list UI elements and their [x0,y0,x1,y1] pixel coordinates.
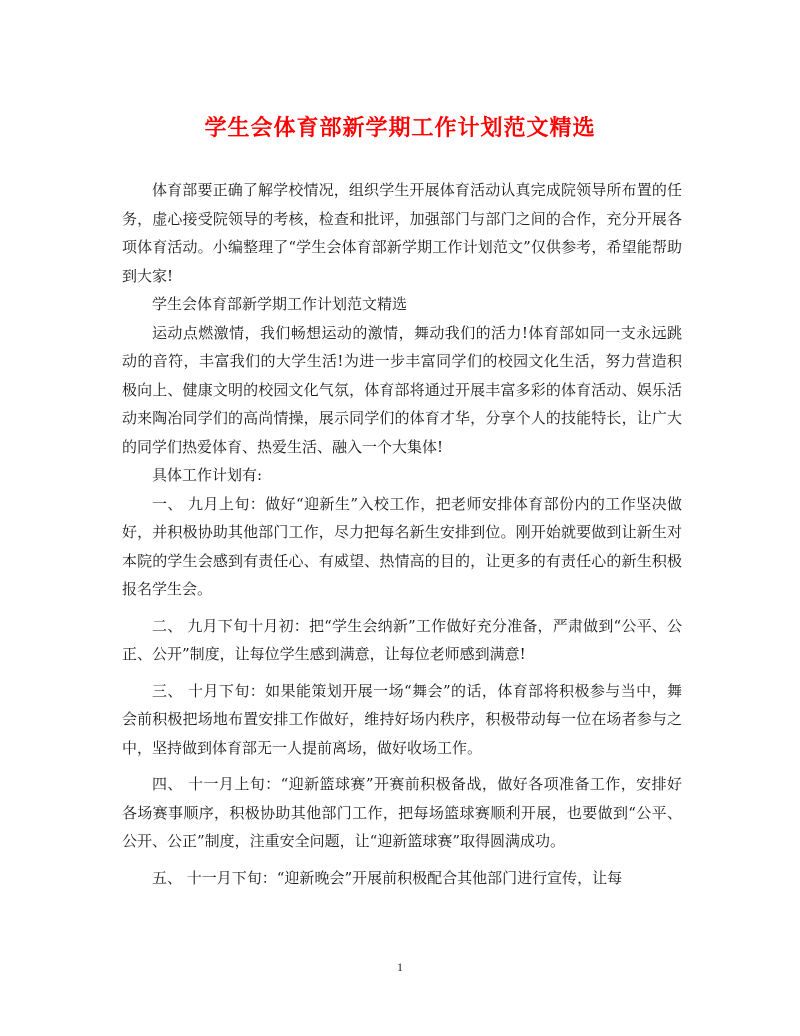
paragraph-subtitle: 学生会体育部新学期工作计划范文精选 [152,295,408,313]
page-number: 1 [397,960,403,974]
paragraph-item-1: 一、 九月上旬：做好“迎新生”入校工作，把老师安排体育部份内的工作坚决做好，并积极协助其他部门工作，尽力把每名新生安排到位。刚开始就要做到让新生对本院的学生会感到有责任心、有威望、热情高的目的，让更多的有责任心的新生积极报名学生会。 [122,494,682,598]
paragraph-intro: 体育部要正确了解学校情况，组织学生开展体育活动认真完成院领导所布置的任务，虚心接受院领导的考核，检查和批评，加强部门与部门之间的合作，充分开展各项体育活动。小编整理了“学生会体育部新学期工作计划范文”仅供参考，希望能帮助到大家! [122,181,682,285]
paragraph-item-2: 二、 九月下旬十月初：把“学生会纳新”工作做好充分准备，严肃做到“公平、公正、公开”制度，让每位学生感到满意，让每位老师感到满意! [122,616,682,663]
paragraph-item-5: 五、 十一月下旬：“迎新晚会”开展前积极配合其他部门进行宣传，让每 [152,868,623,887]
paragraph-item-3: 三、 十月下旬：如果能策划开展一场“舞会”的话，体育部将积极参与当中，舞会前积极把场地布置安排工作做好，维持好场内秩序，积极带动每一位在场者参与之中，坚持做到体育部无一人提前离场，做好收场工作。 [122,681,682,757]
document-title: 学生会体育部新学期工作计划范文精选 [204,115,596,141]
paragraph-preface: 运动点燃激情，我们畅想运动的激情，舞动我们的活力!体育部如同一支永远跳动的音符，丰富我们的大学生活!为进一步丰富同学们的校园文化生活，努力营造积极向上、健康文明的校园文化气氛，体育部将通过开展丰富多彩的体育活动、娱乐活动来陶冶同学们的高尚情操，展示同学们的体育才华，分享个人的技能特长，让广大的同学们热爱体育、热爱生活、融入一个大集体! [122,323,682,456]
paragraph-plan-heading: 具体工作计划有: [152,466,263,484]
document-body [122,176,682,892]
paragraph-item-4: 四、 十一月上旬：“迎新篮球赛”开赛前积极备战，做好各项准备工作，安排好各场赛事顺序，积极协助其他部门工作，把每场篮球赛顺利开展，也要做到“公平、公开、公正”制度，注重安全问题，让“迎新篮球赛”取得圆满成功。 [122,775,682,850]
